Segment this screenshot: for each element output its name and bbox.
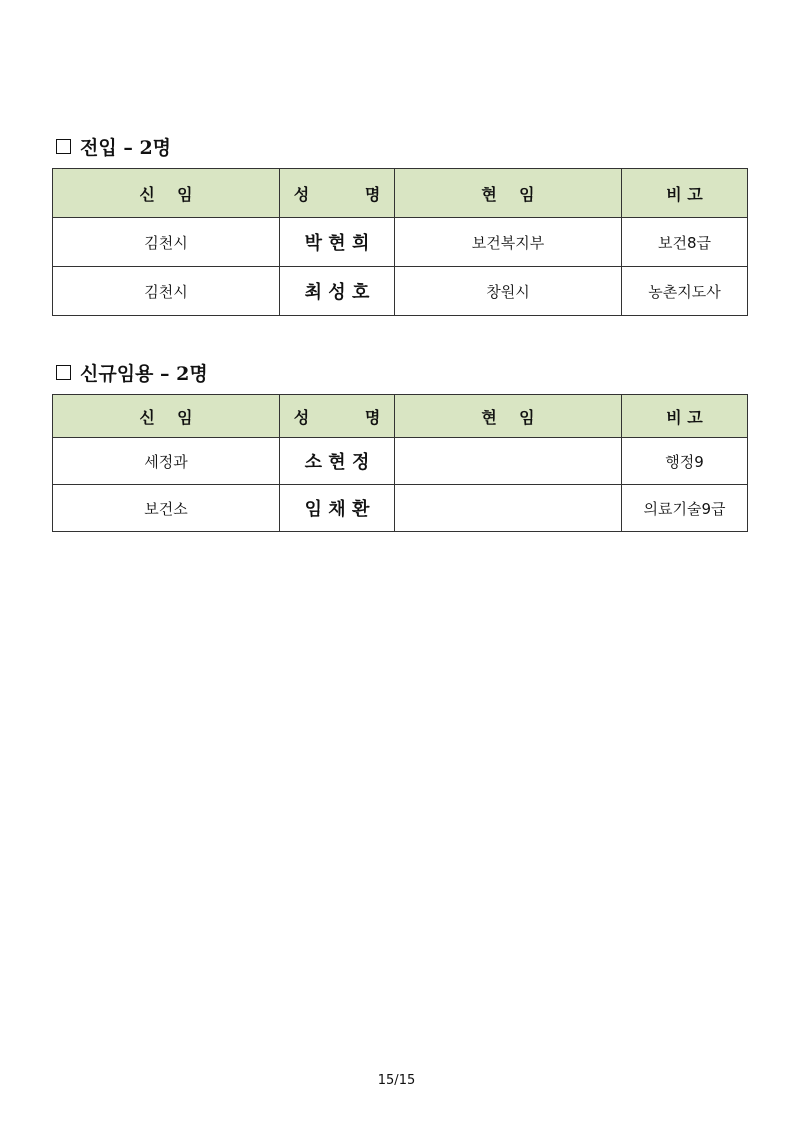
cell-name: 최 성 호 [280, 267, 395, 316]
cell-note: 보건8급 [622, 218, 748, 267]
cell-current-post [395, 438, 622, 485]
header-note: 비 고 [622, 169, 748, 218]
checkbox-square-icon [56, 139, 71, 154]
checkbox-square-icon [56, 365, 71, 380]
section-title-text: 신규임용 – 2명 [80, 363, 208, 385]
table-header-row [53, 169, 748, 218]
header-name: 성 명 [280, 395, 395, 438]
cell-name: 박 현 희 [280, 218, 395, 267]
page-number: 15/15 [377, 1073, 416, 1088]
cell-name: 임 채 환 [280, 485, 395, 532]
new-hire-table [52, 394, 748, 532]
header-note: 비 고 [622, 395, 748, 438]
cell-note: 행정9 [622, 438, 748, 485]
cell-new-post: 보건소 [53, 485, 280, 532]
section-title-transfer [56, 133, 171, 160]
transfer-table [52, 168, 748, 316]
header-current-post: 현 임 [395, 395, 622, 438]
cell-current-post: 창원시 [395, 267, 622, 316]
table-row [53, 218, 748, 267]
section-title-text: 전입 – 2명 [80, 137, 172, 159]
header-new-post: 신 임 [53, 395, 280, 438]
cell-current-post [395, 485, 622, 532]
header-name: 성 명 [280, 169, 395, 218]
table-row [53, 438, 748, 485]
table-row [53, 267, 748, 316]
table-row [53, 485, 748, 532]
cell-note: 농촌지도사 [622, 267, 748, 316]
header-new-post: 신 임 [53, 169, 280, 218]
cell-note: 의료기술9급 [622, 485, 748, 532]
cell-name: 소 현 정 [280, 438, 395, 485]
cell-new-post: 김천시 [53, 267, 280, 316]
table-header-row [53, 395, 748, 438]
section-title-new-hire [56, 359, 208, 386]
header-current-post: 현 임 [395, 169, 622, 218]
cell-new-post: 김천시 [53, 218, 280, 267]
cell-new-post: 세정과 [53, 438, 280, 485]
cell-current-post: 보건복지부 [395, 218, 622, 267]
